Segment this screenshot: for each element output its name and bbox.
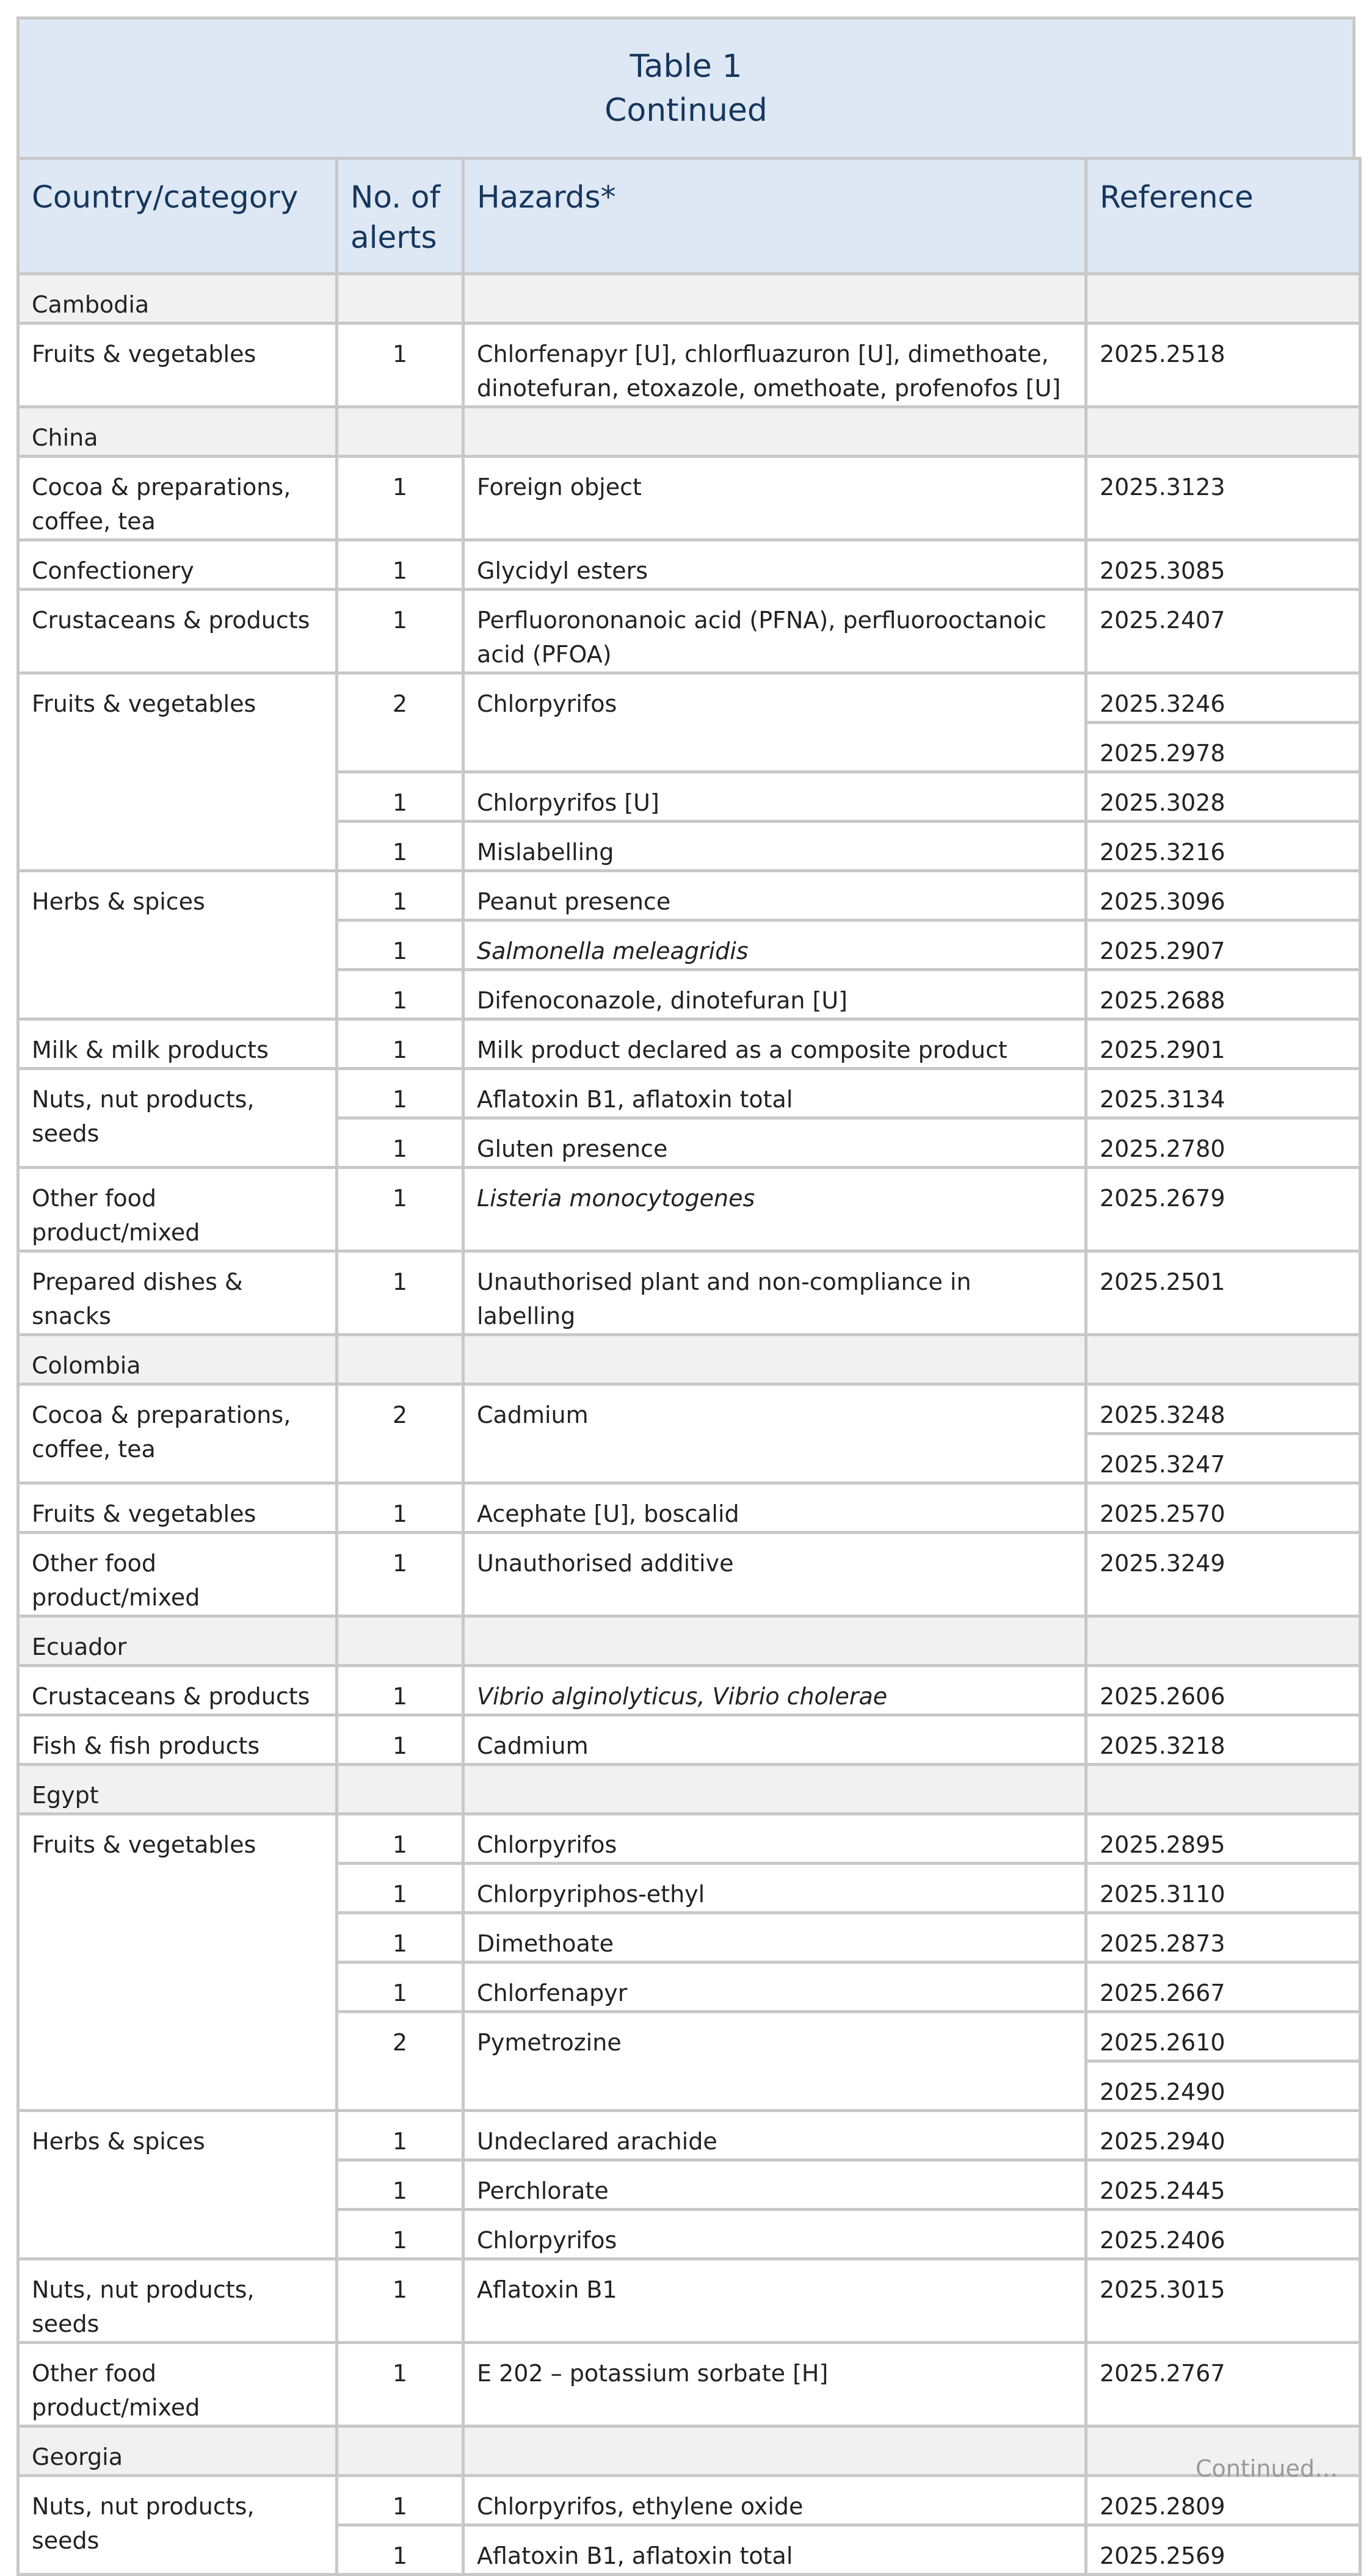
hazards-cell: Foreign object [465, 458, 1084, 538]
alerts-cell: 1 [338, 1914, 462, 1961]
category-cell: Fruits & vegetables [20, 1815, 335, 2109]
reference-cell: 2025.3110 [1087, 1865, 1359, 1911]
continued-note: Continued… [1196, 2455, 1338, 2482]
hazards-cell: Chlorpyrifos [465, 1815, 1084, 1862]
country-name: Egypt [20, 1766, 335, 1812]
category-cell: Fish & fish products [20, 1717, 335, 1763]
table-row [20, 325, 1359, 405]
category-cell: Nuts, nut products, seeds [20, 2260, 335, 2341]
reference-cell: 2025.2780 [1087, 1120, 1359, 1166]
category-cell: Fruits & vegetables [20, 675, 335, 869]
hazards-cell: Chlorfenapyr [U], chlorfluazuron [U], dimethoate, dinotefuran, etoxazole, omethoate, profenofos [U] [465, 325, 1084, 405]
category-cell: Crustaceans & products [20, 1667, 335, 1713]
hazards-cell: Chlorpyriphos-ethyl [465, 1865, 1084, 1911]
category-cell: Cocoa & preparations, coffee, tea [20, 1386, 335, 1482]
hazards-cell: Aflatoxin B1, aflatoxin total [465, 2527, 1084, 2573]
alerts-cell: 1 [338, 1485, 462, 1531]
alerts-cell: 1 [338, 1865, 462, 1911]
header-reference: Reference [1087, 160, 1359, 272]
hazards-cell: Cadmium [465, 1717, 1084, 1763]
alerts-cell: 1 [338, 971, 462, 1018]
table-caption [20, 20, 1352, 160]
reference-cell: 2025.2407 [1087, 591, 1359, 671]
hazards-cell: Dimethoate [465, 1914, 1084, 1961]
alerts-cell: 1 [338, 2260, 462, 2341]
table-row [20, 1534, 1359, 1615]
reference-cell: 2025.3096 [1087, 872, 1359, 919]
table-row [20, 675, 1359, 721]
country-name: Colombia [20, 1336, 335, 1383]
alerts-cell: 1 [338, 325, 462, 405]
country-row [20, 1336, 1359, 1383]
hazards-cell: Difenoconazole, dinotefuran [U] [465, 971, 1084, 1018]
hazards-cell: Cadmium [465, 1386, 1084, 1482]
reference-cell: 2025.3085 [1087, 541, 1359, 588]
reference-cell: 2025.2610 [1087, 2013, 1359, 2060]
hazards-cell: Unauthorised additive [465, 1534, 1084, 1615]
category-cell: Milk & milk products [20, 1021, 335, 1067]
country-name: Cambodia [20, 275, 335, 322]
reference-cell: 2025.2873 [1087, 1914, 1359, 1961]
reference-cell: 2025.3247 [1087, 1435, 1359, 1482]
alerts-cell: 1 [338, 1667, 462, 1713]
hazards-cell: Perfluorononanoic acid (PFNA), perfluorooctanoic acid (PFOA) [465, 591, 1084, 671]
reference-cell: 2025.3218 [1087, 1717, 1359, 1763]
table-row [20, 1386, 1359, 1432]
header-row [20, 160, 1359, 272]
country-row [20, 1766, 1359, 1812]
alerts-cell: 2 [338, 1386, 462, 1482]
category-cell: Nuts, nut products, seeds [20, 1070, 335, 1166]
reference-cell: 2025.2767 [1087, 2344, 1359, 2425]
alerts-cell: 1 [338, 1534, 462, 1615]
table-row [20, 2260, 1359, 2341]
hazards-cell: Chlorfenapyr [465, 1964, 1084, 2010]
reference-cell: 2025.3015 [1087, 2260, 1359, 2341]
hazards-cell: Salmonella meleagridis [465, 922, 1084, 968]
table-row [20, 1070, 1359, 1116]
table-row [20, 541, 1359, 588]
reference-cell: 2025.3246 [1087, 675, 1359, 721]
hazards-cell: Peanut presence [465, 872, 1084, 919]
table-subtitle: Continued [604, 92, 768, 129]
reference-cell: 2025.2667 [1087, 1964, 1359, 2010]
reference-cell: 2025.3028 [1087, 773, 1359, 820]
reference-cell: 2025.2570 [1087, 1485, 1359, 1531]
table-footer [20, 2437, 1352, 2500]
hazards-cell: Chlorpyrifos [465, 675, 1084, 770]
hazards-cell: Undeclared arachide [465, 2112, 1084, 2158]
hazards-cell: Aflatoxin B1 [465, 2260, 1084, 2341]
country-row [20, 1618, 1359, 1664]
reference-cell: 2025.2569 [1087, 2527, 1359, 2573]
table-row [20, 1169, 1359, 1250]
hazards-cell: Milk product declared as a composite product [465, 1021, 1084, 1067]
reference-cell: 2025.3123 [1087, 458, 1359, 538]
category-cell: Herbs & spices [20, 872, 335, 1018]
table-row [20, 872, 1359, 919]
alerts-cell: 1 [338, 1815, 462, 1862]
table-row [20, 1485, 1359, 1531]
reference-cell: 2025.3134 [1087, 1070, 1359, 1116]
reference-cell: 2025.2688 [1087, 971, 1359, 1018]
hazards-cell: Glycidyl esters [465, 541, 1084, 588]
hazards-cell: Listeria monocytogenes [465, 1169, 1084, 1250]
country-row [20, 408, 1359, 455]
alerts-cell: 1 [338, 2527, 462, 2573]
hazards-cell: Acephate [U], boscalid [465, 1485, 1084, 1531]
reference-cell: 2025.2679 [1087, 1169, 1359, 1250]
category-cell: Fruits & vegetables [20, 1485, 335, 1531]
hazards-cell: E 202 – potassium sorbate [H] [465, 2344, 1084, 2425]
category-cell: Other food product/mixed [20, 1534, 335, 1615]
reference-cell: 2025.3248 [1087, 1386, 1359, 1432]
alerts-cell: 1 [338, 1169, 462, 1250]
alerts-cell: 1 [338, 1964, 462, 2010]
alerts-cell: 1 [338, 2211, 462, 2257]
alerts-cell: 1 [338, 872, 462, 919]
category-cell: Cocoa & preparations, coffee, tea [20, 458, 335, 538]
category-cell: Prepared dishes & snacks [20, 1253, 335, 1333]
category-cell: Other food product/mixed [20, 2344, 335, 2425]
table-row [20, 1021, 1359, 1067]
header-hazards: Hazards* [465, 160, 1084, 272]
alerts-cell: 1 [338, 541, 462, 588]
alerts-cell: 1 [338, 823, 462, 869]
category-cell: Other food product/mixed [20, 1169, 335, 1250]
hazards-cell: Gluten presence [465, 1120, 1084, 1166]
alerts-cell: 1 [338, 2112, 462, 2158]
reference-cell: 2025.2895 [1087, 1815, 1359, 1862]
hazards-cell: Chlorpyrifos [465, 2211, 1084, 2257]
reference-cell: 2025.3249 [1087, 1534, 1359, 1615]
reference-cell: 2025.2606 [1087, 1667, 1359, 1713]
category-cell: Crustaceans & products [20, 591, 335, 671]
table-row [20, 458, 1359, 538]
hazards-cell: Chlorpyrifos, ethylene oxide [465, 2477, 1084, 2524]
country-name: China [20, 408, 335, 455]
header-country-category: Country/category [20, 160, 335, 272]
header-no-of-alerts: No. of alerts [338, 160, 462, 272]
table-row [20, 2112, 1359, 2158]
table-page [16, 16, 1356, 2569]
country-name: Ecuador [20, 1618, 335, 1664]
alerts-cell: 1 [338, 922, 462, 968]
table-row [20, 591, 1359, 671]
hazards-cell: Chlorpyrifos [U] [465, 773, 1084, 820]
reference-cell: 2025.2978 [1087, 724, 1359, 770]
hazards-cell: Mislabelling [465, 823, 1084, 869]
table-row [20, 2344, 1359, 2425]
alerts-cell: 1 [338, 591, 462, 671]
alerts-cell: 1 [338, 1120, 462, 1166]
table-row [20, 1815, 1359, 1862]
reference-cell: 2025.2907 [1087, 922, 1359, 968]
alerts-cell: 2 [338, 2013, 462, 2109]
reference-cell: 2025.2940 [1087, 2112, 1359, 2158]
alerts-cell: 1 [338, 2477, 462, 2524]
reference-cell: 2025.2518 [1087, 325, 1359, 405]
category-cell: Confectionery [20, 541, 335, 588]
reference-cell: 2025.2406 [1087, 2211, 1359, 2257]
reference-cell: 2025.2490 [1087, 2063, 1359, 2109]
table-title: Table 1 [630, 48, 742, 85]
alerts-cell: 2 [338, 675, 462, 770]
hazards-cell: Vibrio alginolyticus, Vibrio cholerae [465, 1667, 1084, 1713]
alerts-cell: 1 [338, 458, 462, 538]
alerts-table [16, 157, 1362, 2576]
table-row [20, 1253, 1359, 1333]
hazards-cell: Pymetrozine [465, 2013, 1084, 2109]
hazards-cell: Aflatoxin B1, aflatoxin total [465, 1070, 1084, 1116]
reference-cell: 2025.2501 [1087, 1253, 1359, 1333]
hazards-cell: Unauthorised plant and non-compliance in labelling [465, 1253, 1084, 1333]
alerts-cell: 1 [338, 2344, 462, 2425]
hazards-cell: Perchlorate [465, 2162, 1084, 2208]
reference-cell: 2025.2809 [1087, 2477, 1359, 2524]
alerts-cell: 1 [338, 1253, 462, 1333]
table-row [20, 1717, 1359, 1763]
alerts-cell: 1 [338, 1070, 462, 1116]
table-row [20, 1667, 1359, 1713]
category-cell: Fruits & vegetables [20, 325, 335, 405]
reference-cell: 2025.3216 [1087, 823, 1359, 869]
alerts-cell: 1 [338, 1717, 462, 1763]
country-row [20, 275, 1359, 322]
alerts-cell: 1 [338, 1021, 462, 1067]
alerts-cell: 1 [338, 2162, 462, 2208]
reference-cell: 2025.2445 [1087, 2162, 1359, 2208]
category-cell: Nuts, nut products, seeds [20, 2477, 335, 2573]
reference-cell: 2025.2901 [1087, 1021, 1359, 1067]
alerts-cell: 1 [338, 773, 462, 820]
country-name: Georgia [20, 2428, 335, 2474]
category-cell: Herbs & spices [20, 2112, 335, 2257]
